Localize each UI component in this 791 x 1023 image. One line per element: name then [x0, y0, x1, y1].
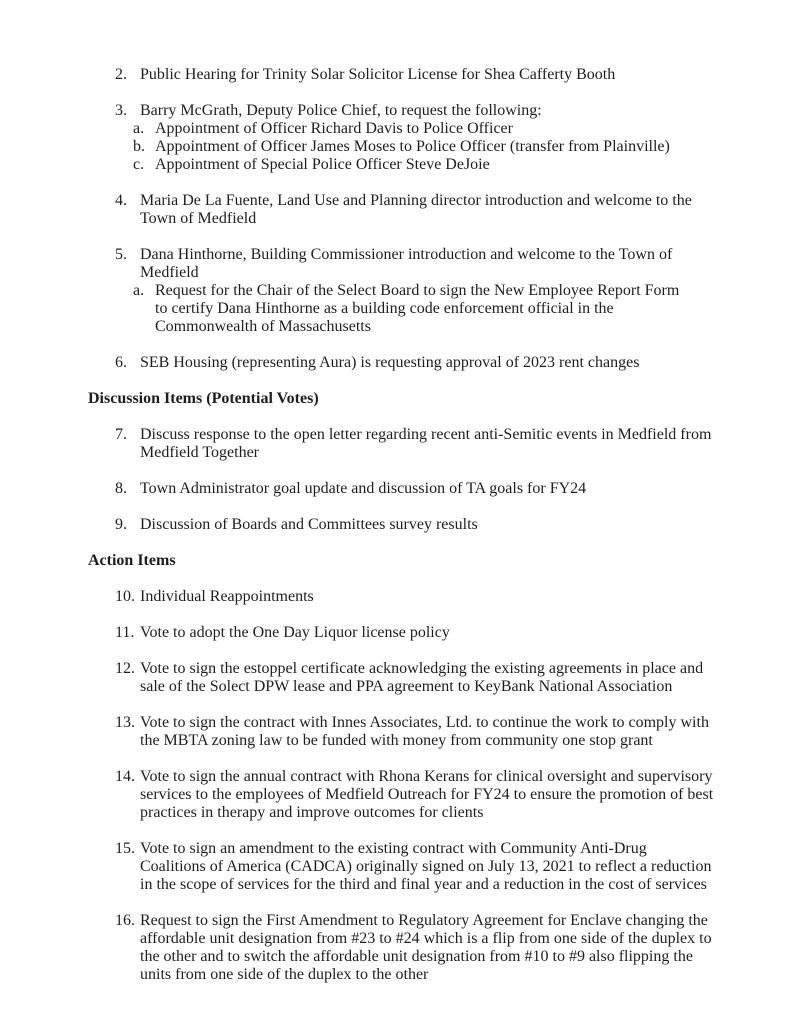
subitem-letter: a.: [133, 282, 145, 299]
agenda-item-12: [115, 660, 715, 696]
item-number: 14.: [115, 768, 135, 785]
subitem-letter: a.: [133, 120, 145, 137]
item-number: 4.: [115, 192, 127, 209]
agenda-subitem-5a: [133, 282, 715, 336]
agenda-item-4: [115, 192, 715, 228]
subitem-text: Appointment of Officer Richard Davis to Police Officer: [155, 120, 513, 137]
item-text: Vote to sign the annual contract with Rhona Kerans for clinical oversight and supervisory services to the employees of Medfield Outreach for FY24 to ensure the promotion of best practices in therapy and improve outcomes for clients: [140, 768, 714, 821]
subitem-text: Request for the Chair of the Select Board to sign the New Employee Report Form to certify Dana Hinthorne as a building code enforcement official in the Commonwealth of Massachusetts: [155, 282, 680, 335]
item-number: 10.: [115, 588, 135, 605]
item-number: 6.: [115, 354, 127, 371]
item-number: 7.: [115, 426, 127, 443]
item-text: SEB Housing (representing Aura) is requesting approval of 2023 rent changes: [140, 354, 640, 371]
item-number: 13.: [115, 714, 135, 731]
item-text: Vote to sign an amendment to the existing contract with Community Anti-Drug Coalitions of America (CADCA) originally signed on July 13, 2021 to reflect a reduction in the scope of services for the third and final year and a reduction in the cost of services: [140, 840, 712, 893]
item-text: Request to sign the First Amendment to Regulatory Agreement for Enclave changing the affordable unit designation from #23 to #24 which is a flip from one side of the duplex to the other and to switch the affordable unit designation from #10 to #9 also flipping the units from one side of the duplex to the other: [140, 912, 712, 983]
item-number: 11.: [115, 624, 135, 641]
item-number: 9.: [115, 516, 127, 533]
subitem-letter: c.: [133, 156, 145, 173]
subitem-letter: b.: [133, 138, 145, 155]
agenda-subitem-3c: [133, 156, 715, 174]
subitem-text: Appointment of Officer James Moses to Police Officer (transfer from Plainville): [155, 138, 670, 155]
item-number: 15.: [115, 840, 135, 857]
item-text: Vote to sign the contract with Innes Associates, Ltd. to continue the work to comply with the MBTA zoning law to be funded with money from community one stop grant: [140, 714, 709, 749]
agenda-item-2: [115, 66, 715, 84]
agenda-section-continued: [88, 66, 715, 372]
section-heading-discussion-items: Discussion Items (Potential Votes): [88, 390, 319, 407]
item-number: 12.: [115, 660, 135, 677]
item-number: 5.: [115, 246, 127, 263]
item-text: Individual Reappointments: [140, 588, 314, 605]
item-text: Vote to adopt the One Day Liquor license policy: [140, 624, 450, 641]
item-number: 16.: [115, 912, 135, 929]
agenda-item-9: [115, 516, 715, 534]
subitem-text: Appointment of Special Police Officer Steve DeJoie: [155, 156, 490, 173]
item-number: 8.: [115, 480, 127, 497]
agenda-section-discussion-items: [88, 390, 715, 534]
agenda-item-16: [115, 912, 715, 984]
agenda-item-5: [115, 246, 715, 282]
agenda-item-13: [115, 714, 715, 750]
agenda-subitem-3b: [133, 138, 715, 156]
item-number: 3.: [115, 102, 127, 119]
agenda-item-14: [115, 768, 715, 822]
item-number: 2.: [115, 66, 127, 83]
item-text: Dana Hinthorne, Building Commissioner introduction and welcome to the Town of Medfield: [140, 246, 673, 281]
agenda-item-10: [115, 588, 715, 606]
item-text: Maria De La Fuente, Land Use and Planning director introduction and welcome to the Town of Medfield: [140, 192, 692, 227]
item-text: Vote to sign the estoppel certificate acknowledging the existing agreements in place and sale of the Solect DPW lease and PPA agreement to KeyBank National Association: [140, 660, 704, 695]
item-text: Barry McGrath, Deputy Police Chief, to request the following:: [140, 102, 542, 119]
agenda-item-3: [115, 102, 715, 120]
agenda-item-15: [115, 840, 715, 894]
section-heading-action-items: Action Items: [88, 552, 176, 569]
agenda-section-action-items: [88, 552, 715, 984]
agenda-item-11: [115, 624, 715, 642]
item-text: Town Administrator goal update and discussion of TA goals for FY24: [140, 480, 587, 497]
item-text: Discuss response to the open letter regarding recent anti-Semitic events in Medfield from Medfield Together: [140, 426, 712, 461]
agenda-item-7: [115, 426, 715, 462]
item-text: Public Hearing for Trinity Solar Solicitor License for Shea Cafferty Booth: [140, 66, 616, 83]
agenda-subitem-3a: [133, 120, 715, 138]
agenda-item-6: [115, 354, 715, 372]
item-text: Discussion of Boards and Committees survey results: [140, 516, 478, 533]
agenda-item-8: [115, 480, 715, 498]
